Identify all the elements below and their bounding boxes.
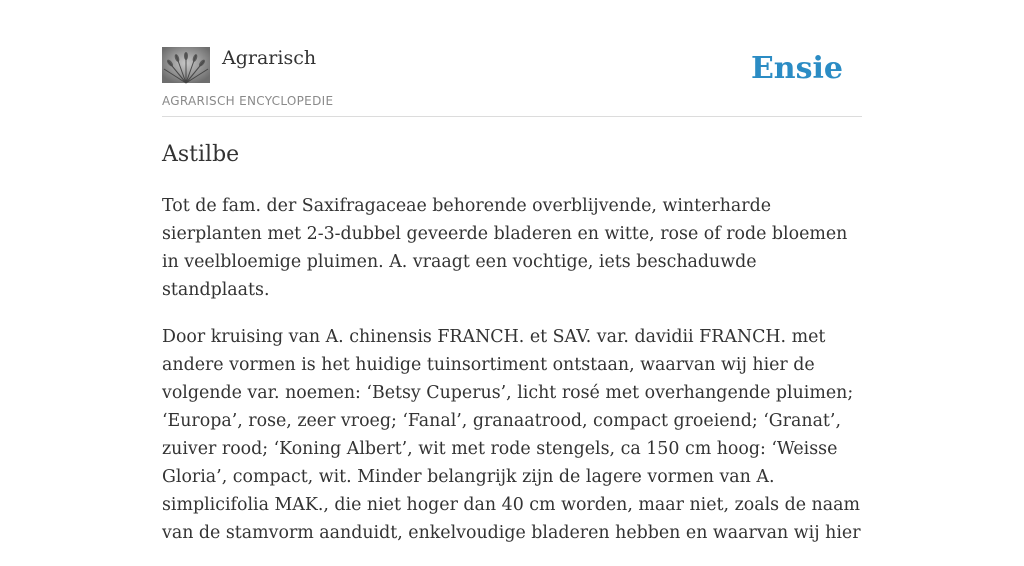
- article-paragraph: Tot de fam. der Saxifragaceae behorende overblijvende, winterharde sierplanten met 2-3-dubbel geveerde bladeren en witte, rose of rode bloemen in veelbloemige pluimen. A. vraagt een vochtige, iets beschaduwde standplaats.: [162, 196, 848, 300]
- article-paragraph: Door kruising van A. chinensis FRANCH. et SAV. var. davidii FRANCH. met andere vormen is het huidige tuinsortiment ontstaan, waarvan wij hier de volgende var. noemen: ‘Betsy Cuperus’, licht rosé met overhangende pluimen; ‘Europa’, rose, zeer vroeg; ‘Fanal’, granaatrood, compact groeiend; ‘Granat’, zuiver rood; ‘Koning Albert’, wit met rode stengels, ca 150 cm hoog: ‘Weisse Gloria’, compact, wit. Minder belangrijk zijn de lagere vormen van A. simplicifolia MAK., die niet hoger dan 40 cm worden, maar niet, zoals de naam van de stamvorm aanduidt, enkelvoudige bladeren hebben en waarvan wij hier: [162, 327, 861, 543]
- source-subtitle: AGRARISCH ENCYCLOPEDIE: [162, 94, 334, 108]
- wheat-icon[interactable]: [162, 47, 210, 83]
- article-title: Astilbe: [162, 142, 240, 167]
- article-body: [162, 192, 867, 566]
- header: [162, 0, 862, 117]
- source-name[interactable]: Agrarisch: [222, 47, 317, 69]
- brand-logo[interactable]: Ensie: [750, 51, 843, 86]
